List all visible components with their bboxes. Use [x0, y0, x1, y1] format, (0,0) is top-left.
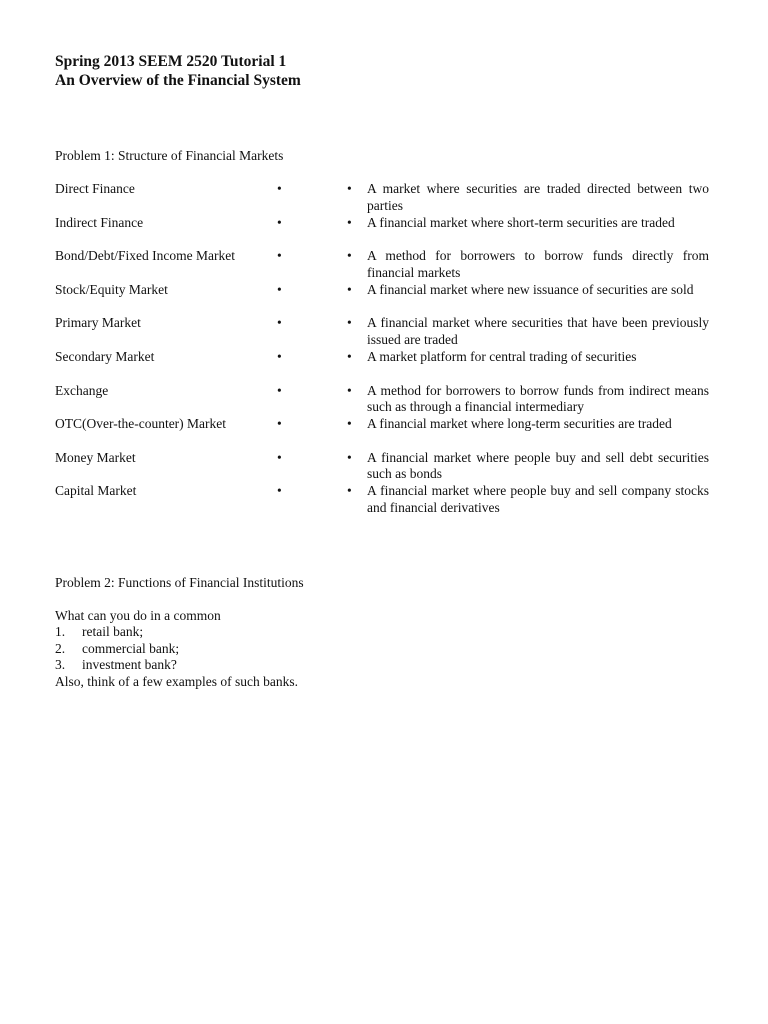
- definition-text: A market where securities are traded directed between two parties: [367, 181, 709, 213]
- list-number: 3.: [55, 657, 66, 673]
- match-row: [55, 450, 715, 484]
- term-bullet: •: [277, 348, 282, 364]
- definition-text: A financial market where new issuance of securities are sold: [367, 281, 694, 297]
- definition-bullet: •: [347, 214, 352, 230]
- term-label: Exchange: [55, 382, 109, 398]
- term-bullet: •: [277, 449, 282, 465]
- definition-text: A financial market where people buy and sell company stocks and financial derivatives: [367, 483, 709, 515]
- definition-text: A market platform for central trading of securities: [367, 348, 637, 364]
- term-bullet: •: [277, 181, 282, 196]
- match-row: [55, 383, 715, 417]
- match-row: [55, 416, 715, 450]
- problem-2-question: [55, 608, 715, 691]
- definition-text: A method for borrowers to borrow funds from indirect means such as through a financial intermediary: [367, 382, 709, 415]
- term-label: Secondary Market: [55, 348, 155, 364]
- list-text: investment bank?: [82, 657, 177, 673]
- term-label: Bond/Debt/Fixed Income Market: [55, 248, 235, 264]
- definition-bullet: •: [347, 315, 352, 331]
- term-label: Capital Market: [55, 483, 137, 499]
- term-label: Primary Market: [55, 315, 141, 331]
- definition-bullet: •: [347, 248, 352, 264]
- match-row: [55, 483, 715, 517]
- term-label: Direct Finance: [55, 181, 135, 196]
- list-item: [55, 624, 715, 641]
- matching-table: [55, 181, 715, 517]
- term-label: OTC(Over-the-counter) Market: [55, 416, 227, 432]
- match-row: [55, 248, 715, 282]
- definition-text: A financial market where long-term securities are traded: [367, 416, 672, 432]
- document-page: [55, 52, 715, 690]
- definition-bullet: •: [347, 281, 352, 297]
- match-row: [55, 215, 715, 249]
- match-row: [55, 315, 715, 349]
- list-text: commercial bank;: [82, 640, 180, 656]
- match-row: [55, 282, 715, 316]
- definition-bullet: •: [347, 416, 352, 432]
- question-intro: What can you do in a common: [55, 607, 221, 623]
- term-label: Stock/Equity Market: [55, 281, 168, 297]
- definition-text: A financial market where people buy and sell debt securities such as bonds: [367, 449, 709, 482]
- list-number: 2.: [55, 640, 66, 656]
- term-bullet: •: [277, 315, 282, 331]
- definition-bullet: •: [347, 449, 352, 465]
- list-text: retail bank;: [82, 624, 144, 640]
- problem-1-title: Problem 1: Structure of Financial Markets: [55, 148, 284, 163]
- list-item: [55, 641, 715, 658]
- term-bullet: •: [277, 248, 282, 264]
- question-closing: Also, think of a few examples of such banks.: [55, 673, 298, 689]
- definition-bullet: •: [347, 181, 352, 196]
- term-bullet: •: [277, 483, 282, 499]
- definition-bullet: •: [347, 382, 352, 398]
- list-number: 1.: [55, 624, 66, 640]
- term-bullet: •: [277, 382, 282, 398]
- definition-bullet: •: [347, 483, 352, 499]
- term-label: Money Market: [55, 449, 136, 465]
- document-title-line-2: An Overview of the Financial System: [55, 72, 301, 89]
- term-bullet: •: [277, 214, 282, 230]
- definition-text: A financial market where short-term securities are traded: [367, 214, 675, 230]
- definition-text: A method for borrowers to borrow funds directly from financial markets: [367, 248, 709, 280]
- definition-bullet: •: [347, 348, 352, 364]
- match-row: [55, 349, 715, 383]
- term-bullet: •: [277, 281, 282, 297]
- term-bullet: •: [277, 416, 282, 432]
- term-label: Indirect Finance: [55, 214, 144, 230]
- document-title-line-1: Spring 2013 SEEM 2520 Tutorial 1: [55, 53, 287, 70]
- list-item: [55, 657, 715, 674]
- definition-text: A financial market where securities that have been previously issued are traded: [367, 315, 709, 347]
- problem-2-title: Problem 2: Functions of Financial Institutions: [55, 574, 304, 590]
- match-row: [55, 181, 715, 215]
